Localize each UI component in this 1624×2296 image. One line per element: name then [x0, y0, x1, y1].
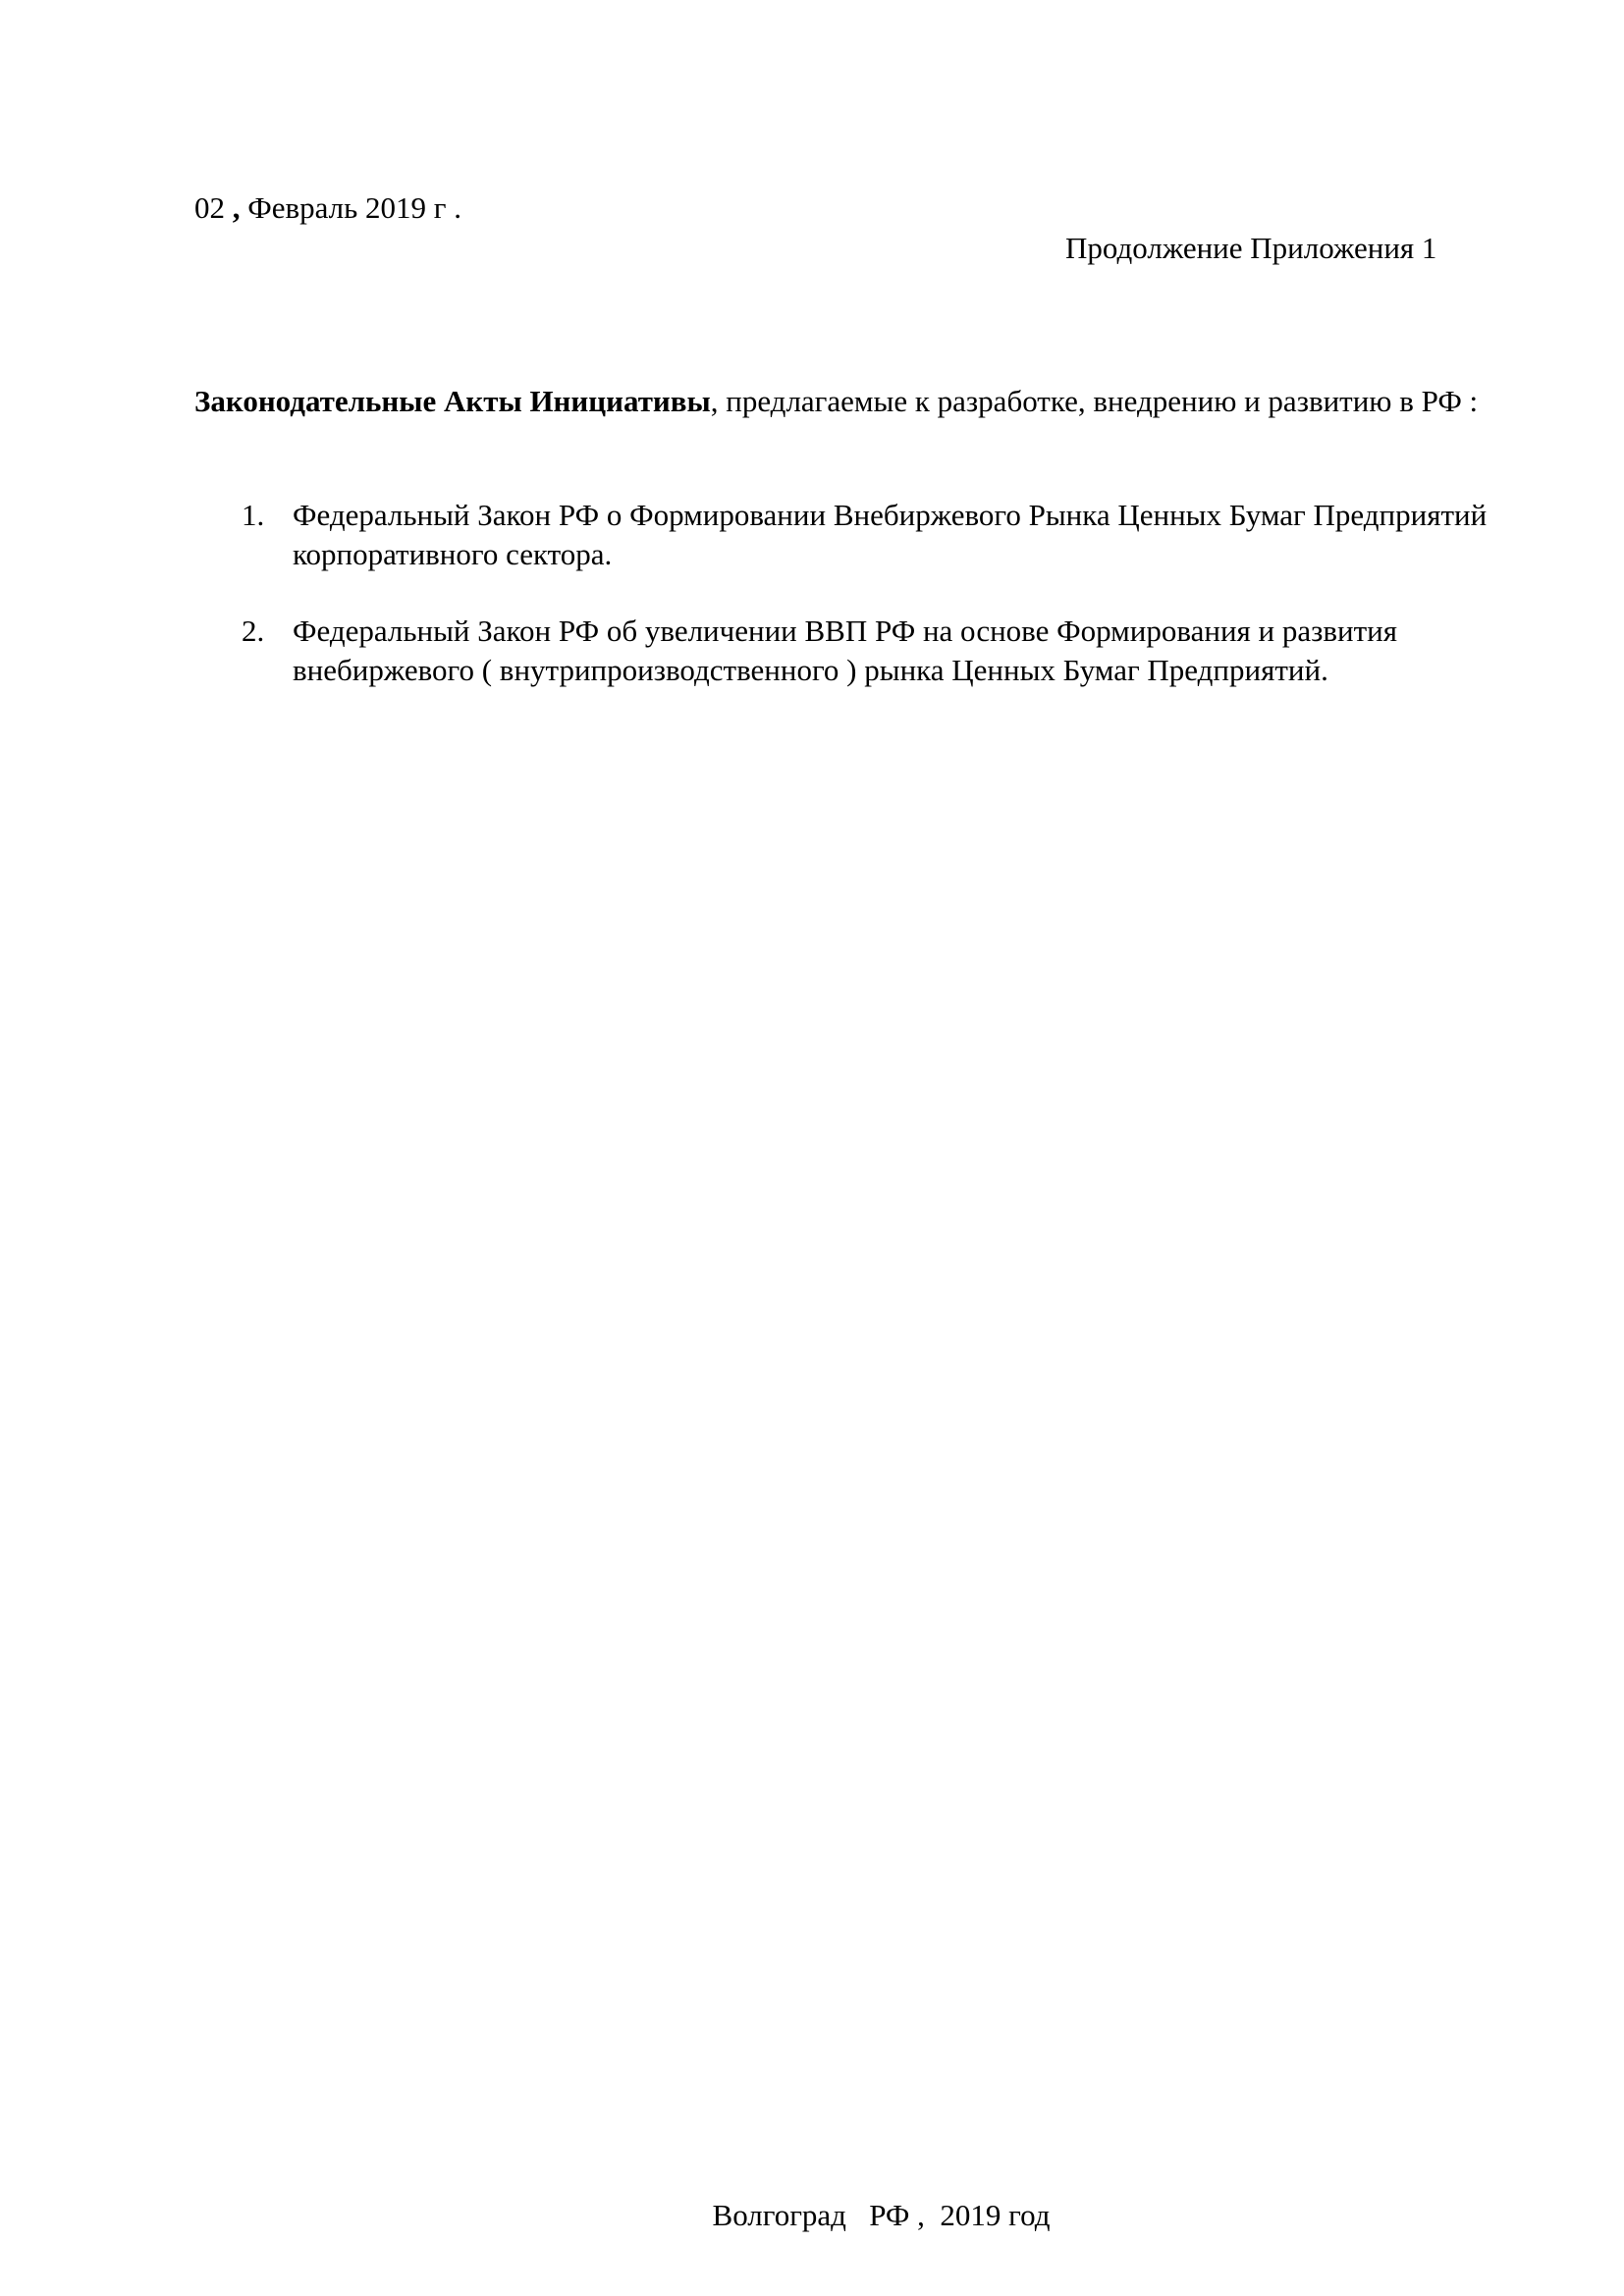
- list-item: [194, 496, 1530, 574]
- appendix-label: Продолжение Приложения 1: [1065, 231, 1437, 265]
- list-item-number: 2.: [242, 614, 265, 648]
- list-item-text: Федеральный Закон РФ об увеличении ВВП РФ на основе Формирования и развития внебиржевого ( внутрипроизводственного ) рынка Ценных Бумаг Предприятий.: [293, 614, 1398, 687]
- list-item: [194, 612, 1530, 690]
- intro-rest-text: , предлагаемые к разработке, внедрению и развитию в РФ :: [710, 384, 1479, 418]
- date-month-year: Февраль 2019 г .: [247, 190, 461, 225]
- law-list: [194, 496, 1530, 727]
- footer-place-year: Волгоград РФ , 2019 год: [712, 2198, 1051, 2232]
- document-footer: [0, 2157, 1624, 2274]
- list-item-text: Федеральный Закон РФ о Формировании Внебиржевого Рынка Ценных Бумаг Предприятий корпоративного сектора.: [293, 498, 1488, 571]
- date-day: 02: [194, 190, 225, 225]
- intro-bold-heading: Законодательные Акты Инициативы: [194, 384, 711, 418]
- date-comma: ,: [232, 190, 241, 225]
- document-date: [194, 188, 461, 228]
- list-item-number: 1.: [242, 498, 265, 532]
- intro-paragraph: [194, 381, 1530, 421]
